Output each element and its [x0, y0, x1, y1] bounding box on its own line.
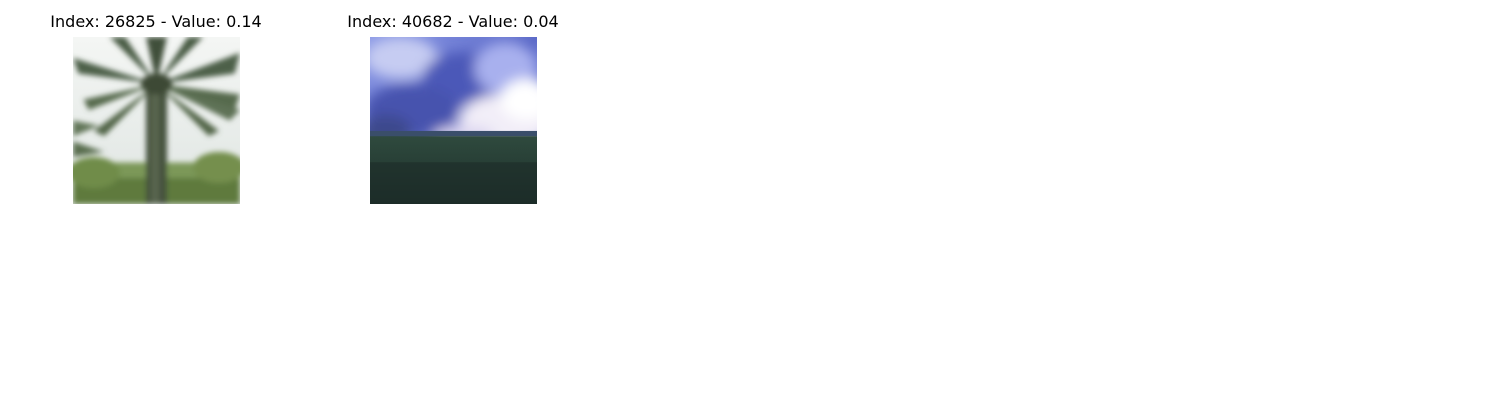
panel-1-title: Index: 26825 - Value: 0.14 [50, 12, 262, 31]
palm-tree-image [73, 37, 240, 204]
cloudy-sky-image [370, 37, 537, 204]
panel-2-title: Index: 40682 - Value: 0.04 [347, 12, 559, 31]
